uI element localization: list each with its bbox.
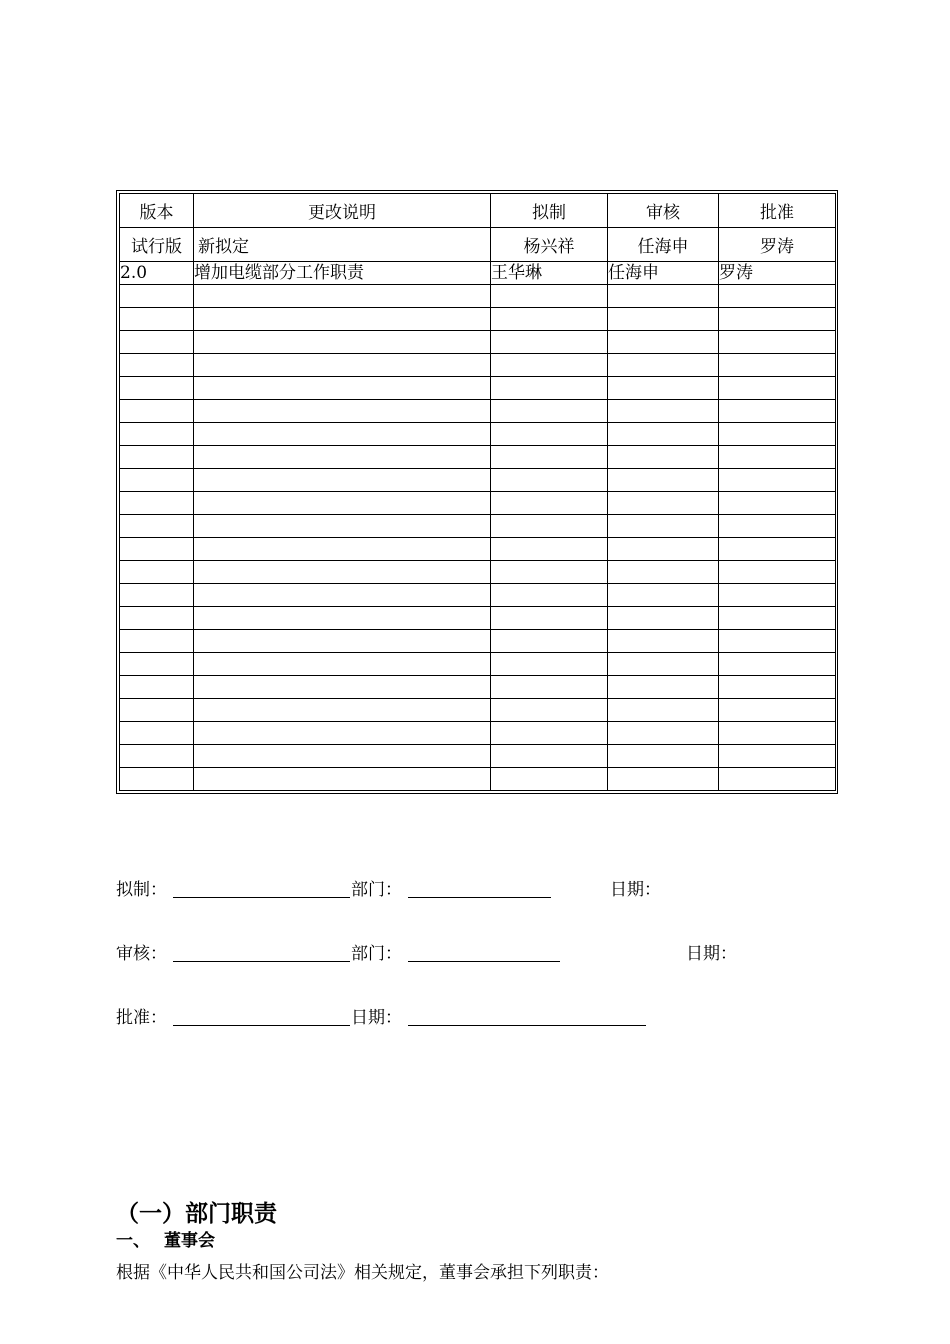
- table-row-empty: [120, 285, 836, 308]
- table-cell-empty: [491, 676, 608, 699]
- table-cell-empty: [120, 768, 194, 791]
- table-cell-empty: [608, 469, 719, 492]
- table-cell-empty: [719, 515, 836, 538]
- table-cell-empty: [491, 722, 608, 745]
- table-cell-empty: [608, 584, 719, 607]
- table-row-empty: [120, 423, 836, 446]
- table-cell-empty: [491, 354, 608, 377]
- table-cell-empty: [491, 377, 608, 400]
- table-cell-empty: [120, 515, 194, 538]
- table-cell-empty: [120, 676, 194, 699]
- table-cell-empty: [608, 446, 719, 469]
- table-cell-empty: [719, 676, 836, 699]
- table-cell-empty: [491, 561, 608, 584]
- table-row: [120, 262, 836, 285]
- table-cell-empty: [194, 676, 491, 699]
- dept-label: 部门：: [351, 880, 402, 900]
- cell-change-description: 增加电缆部分工作职责: [194, 262, 491, 285]
- table-row-empty: [120, 538, 836, 561]
- table-cell-empty: [491, 492, 608, 515]
- table-cell-empty: [120, 308, 194, 331]
- table-row-empty: [120, 561, 836, 584]
- table-cell-empty: [491, 653, 608, 676]
- table-header-row: [120, 194, 836, 228]
- table-cell-empty: [194, 400, 491, 423]
- draft-dept-blank[interactable]: [408, 897, 551, 898]
- date-label: 日期：: [686, 944, 737, 964]
- table-cell-empty: [608, 745, 719, 768]
- table-cell-empty: [194, 630, 491, 653]
- table-cell-empty: [491, 630, 608, 653]
- table-row-empty: [120, 308, 836, 331]
- table-cell-empty: [120, 722, 194, 745]
- draft-label: 拟制：: [116, 880, 167, 900]
- table-cell-empty: [719, 446, 836, 469]
- table-cell-empty: [719, 354, 836, 377]
- table-cell-empty: [491, 285, 608, 308]
- table-cell-empty: [194, 331, 491, 354]
- table-cell-empty: [608, 538, 719, 561]
- table-cell-empty: [608, 630, 719, 653]
- table-cell-empty: [719, 768, 836, 791]
- approve-label: 批准：: [116, 1008, 167, 1028]
- table-row-empty: [120, 699, 836, 722]
- table-cell-empty: [491, 699, 608, 722]
- table-cell-empty: [491, 584, 608, 607]
- table-row-empty: [120, 400, 836, 423]
- table-cell-empty: [719, 308, 836, 331]
- table-cell-empty: [120, 400, 194, 423]
- header-approved-by: 批准: [719, 194, 836, 228]
- table-cell-empty: [719, 699, 836, 722]
- table-cell-empty: [120, 331, 194, 354]
- table-cell-empty: [120, 423, 194, 446]
- table-cell-empty: [719, 492, 836, 515]
- table-cell-empty: [194, 768, 491, 791]
- table-row-empty: [120, 354, 836, 377]
- table-cell-empty: [719, 469, 836, 492]
- revision-table: [116, 190, 838, 794]
- table-row-empty: [120, 676, 836, 699]
- table-cell-empty: [608, 515, 719, 538]
- table-cell-empty: [120, 446, 194, 469]
- table-cell-empty: [194, 607, 491, 630]
- table-cell-empty: [491, 423, 608, 446]
- table-cell-empty: [194, 308, 491, 331]
- review-dept-blank[interactable]: [408, 961, 560, 962]
- table-cell-empty: [608, 331, 719, 354]
- table-cell-empty: [194, 423, 491, 446]
- review-signature-line: [116, 941, 876, 967]
- table-cell-empty: [194, 377, 491, 400]
- table-cell-empty: [120, 354, 194, 377]
- table-cell-empty: [719, 285, 836, 308]
- table-cell-empty: [608, 377, 719, 400]
- draft-signature-line: [116, 877, 876, 903]
- table-cell-empty: [120, 492, 194, 515]
- table-cell-empty: [608, 699, 719, 722]
- table-row-empty: [120, 331, 836, 354]
- table-row-empty: [120, 653, 836, 676]
- cell-drafted-by: 杨兴祥: [491, 228, 608, 262]
- table-cell-empty: [608, 354, 719, 377]
- table-cell-empty: [608, 285, 719, 308]
- table-cell-empty: [120, 377, 194, 400]
- table-cell-empty: [194, 354, 491, 377]
- table-cell-empty: [194, 515, 491, 538]
- cell-version: 2.0: [120, 262, 194, 285]
- table-cell-empty: [194, 538, 491, 561]
- table-cell-empty: [719, 400, 836, 423]
- table-cell-empty: [194, 285, 491, 308]
- body-paragraph: 根据《中华人民共和国公司法》相关规定，董事会承担下列职责：: [116, 1263, 609, 1283]
- table-cell-empty: [120, 745, 194, 768]
- cell-version: 试行版: [120, 228, 194, 262]
- table-cell-empty: [194, 699, 491, 722]
- approve-signature-line: [116, 1005, 876, 1031]
- table-cell-empty: [491, 745, 608, 768]
- cell-approved-by: 罗涛: [719, 262, 836, 285]
- header-version: 版本: [120, 194, 194, 228]
- table-cell-empty: [120, 469, 194, 492]
- table-cell-empty: [491, 768, 608, 791]
- table-cell-empty: [120, 630, 194, 653]
- review-label: 审核：: [116, 944, 167, 964]
- cell-drafted-by: 王华琳: [491, 262, 608, 285]
- table-row-empty: [120, 768, 836, 791]
- table-cell-empty: [719, 653, 836, 676]
- table-row-empty: [120, 515, 836, 538]
- table-cell-empty: [719, 377, 836, 400]
- table-cell-empty: [719, 722, 836, 745]
- cell-reviewed-by: 任海申: [608, 262, 719, 285]
- table-cell-empty: [491, 446, 608, 469]
- header-change-description: 更改说明: [194, 194, 491, 228]
- table-cell-empty: [120, 607, 194, 630]
- table-cell-empty: [608, 492, 719, 515]
- table-row: [120, 228, 836, 262]
- table-cell-empty: [120, 584, 194, 607]
- table-cell-empty: [608, 653, 719, 676]
- cell-reviewed-by: 任海申: [608, 228, 719, 262]
- section-title: （一）部门职责: [116, 1200, 277, 1227]
- table-row-empty: [120, 745, 836, 768]
- table-cell-empty: [194, 722, 491, 745]
- table-cell-empty: [194, 584, 491, 607]
- table-cell-empty: [719, 561, 836, 584]
- table-cell-empty: [194, 492, 491, 515]
- table-cell-empty: [491, 607, 608, 630]
- table-row-empty: [120, 377, 836, 400]
- table-row-empty: [120, 584, 836, 607]
- header-drafted-by: 拟制: [491, 194, 608, 228]
- table-cell-empty: [194, 561, 491, 584]
- table-cell-empty: [608, 561, 719, 584]
- table-cell-empty: [719, 331, 836, 354]
- table-cell-empty: [194, 446, 491, 469]
- table-cell-empty: [491, 400, 608, 423]
- date-label: 日期：: [610, 880, 661, 900]
- table-cell-empty: [120, 653, 194, 676]
- cell-approved-by: 罗涛: [719, 228, 836, 262]
- table-cell-empty: [608, 607, 719, 630]
- table-cell-empty: [194, 653, 491, 676]
- table-row-empty: [120, 607, 836, 630]
- approve-name-blank[interactable]: [173, 1025, 350, 1026]
- table-cell-empty: [608, 768, 719, 791]
- table-cell-empty: [194, 469, 491, 492]
- table-row-empty: [120, 630, 836, 653]
- table-cell-empty: [719, 745, 836, 768]
- table-cell-empty: [719, 584, 836, 607]
- table-cell-empty: [120, 699, 194, 722]
- table-cell-empty: [194, 745, 491, 768]
- table-cell-empty: [608, 423, 719, 446]
- table-row-empty: [120, 446, 836, 469]
- table-cell-empty: [120, 285, 194, 308]
- table-cell-empty: [120, 538, 194, 561]
- review-name-blank[interactable]: [173, 961, 350, 962]
- table-cell-empty: [608, 722, 719, 745]
- table-cell-empty: [120, 561, 194, 584]
- table-cell-empty: [608, 676, 719, 699]
- table-row-empty: [120, 492, 836, 515]
- table-cell-empty: [719, 423, 836, 446]
- dept-label: 部门：: [351, 944, 402, 964]
- subheading-number: 一、: [116, 1231, 150, 1251]
- table-cell-empty: [608, 400, 719, 423]
- table-cell-empty: [491, 469, 608, 492]
- cell-change-description: 新拟定: [194, 228, 491, 262]
- table-cell-empty: [719, 538, 836, 561]
- table-cell-empty: [491, 515, 608, 538]
- subheading-text: 董事会: [164, 1231, 215, 1251]
- approve-date-blank[interactable]: [408, 1025, 646, 1026]
- subheading: [116, 1226, 215, 1251]
- header-reviewed-by: 审核: [608, 194, 719, 228]
- table-cell-empty: [719, 607, 836, 630]
- table-cell-empty: [491, 308, 608, 331]
- table-row-empty: [120, 722, 836, 745]
- table-cell-empty: [491, 331, 608, 354]
- date-label: 日期：: [351, 1008, 402, 1028]
- table-cell-empty: [719, 630, 836, 653]
- table-cell-empty: [608, 308, 719, 331]
- table-row-empty: [120, 469, 836, 492]
- table-cell-empty: [491, 538, 608, 561]
- draft-name-blank[interactable]: [173, 897, 350, 898]
